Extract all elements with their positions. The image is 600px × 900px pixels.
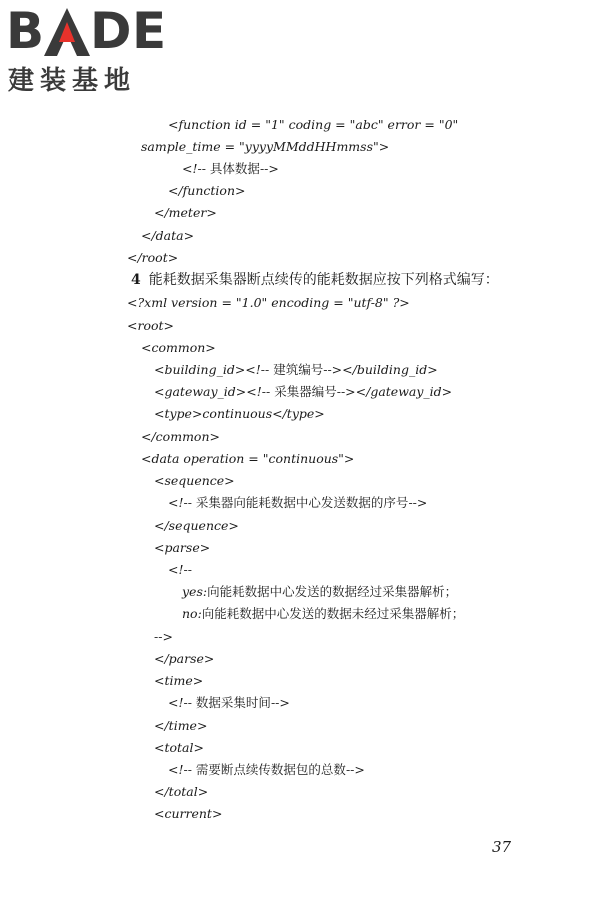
logo-a-chevron-icon (44, 8, 90, 56)
code-line: <function id = "1" coding = "abc" error = "0" (168, 117, 459, 132)
code-line: <gateway_id><!-- 采集器编号--></gateway_id> (154, 384, 453, 399)
page-number: 37 (492, 838, 512, 856)
code-line: <root> (127, 318, 174, 333)
code-line: <!-- 具体数据--> (182, 161, 279, 176)
logo-letter-b: B (6, 2, 45, 60)
code-line: <!-- 数据采集时间--> (168, 695, 290, 710)
code-line: <sequence> (154, 473, 235, 488)
code-line: <total> (154, 740, 204, 755)
code-line: </meter> (154, 205, 217, 220)
code-line: no:向能耗数据中心发送的数据未经过采集器解析； (182, 606, 465, 621)
code-line: </data> (141, 228, 195, 243)
code-line: </total> (154, 784, 209, 799)
code-line: yes:向能耗数据中心发送的数据经过采集器解析； (182, 584, 458, 599)
logo-letter-e: E (132, 2, 167, 60)
code-line: <!-- 需要断点续传数据包的总数--> (168, 762, 365, 777)
code-line: <common> (141, 340, 216, 355)
heading-number: 4 (131, 272, 141, 288)
bade-logo (6, 2, 181, 94)
code-line: <!-- 采集器向能耗数据中心发送数据的序号--> (168, 495, 428, 510)
code-line: --> (154, 629, 173, 644)
code-line: </time> (154, 718, 208, 733)
code-line: </function> (168, 183, 246, 198)
logo-wordmark (6, 2, 181, 60)
section-heading (131, 272, 499, 288)
code-line: </parse> (154, 651, 215, 666)
code-line: <!-- (168, 562, 192, 577)
code-line: <type>continuous</type> (154, 406, 325, 421)
code-line: <data operation = "continuous"> (141, 451, 355, 466)
logo-subtitle: 建装基地 (8, 66, 137, 96)
code-line: </root> (127, 250, 179, 265)
code-line: <time> (154, 673, 204, 688)
code-line: </sequence> (154, 518, 239, 533)
code-line: </common> (141, 429, 220, 444)
code-line: <?xml version = "1.0" encoding = "utf-8" ?> (127, 295, 410, 310)
code-line: <current> (154, 806, 223, 821)
code-line: <parse> (154, 540, 211, 555)
code-line: sample_time = "yyyyMMddHHmmss"> (141, 139, 390, 154)
logo-letter-d: D (90, 2, 132, 60)
code-line: <building_id><!-- 建筑编号--></building_id> (154, 362, 438, 377)
heading-text: 能耗数据采集器断点续传的能耗数据应按下列格式编写： (148, 272, 499, 288)
